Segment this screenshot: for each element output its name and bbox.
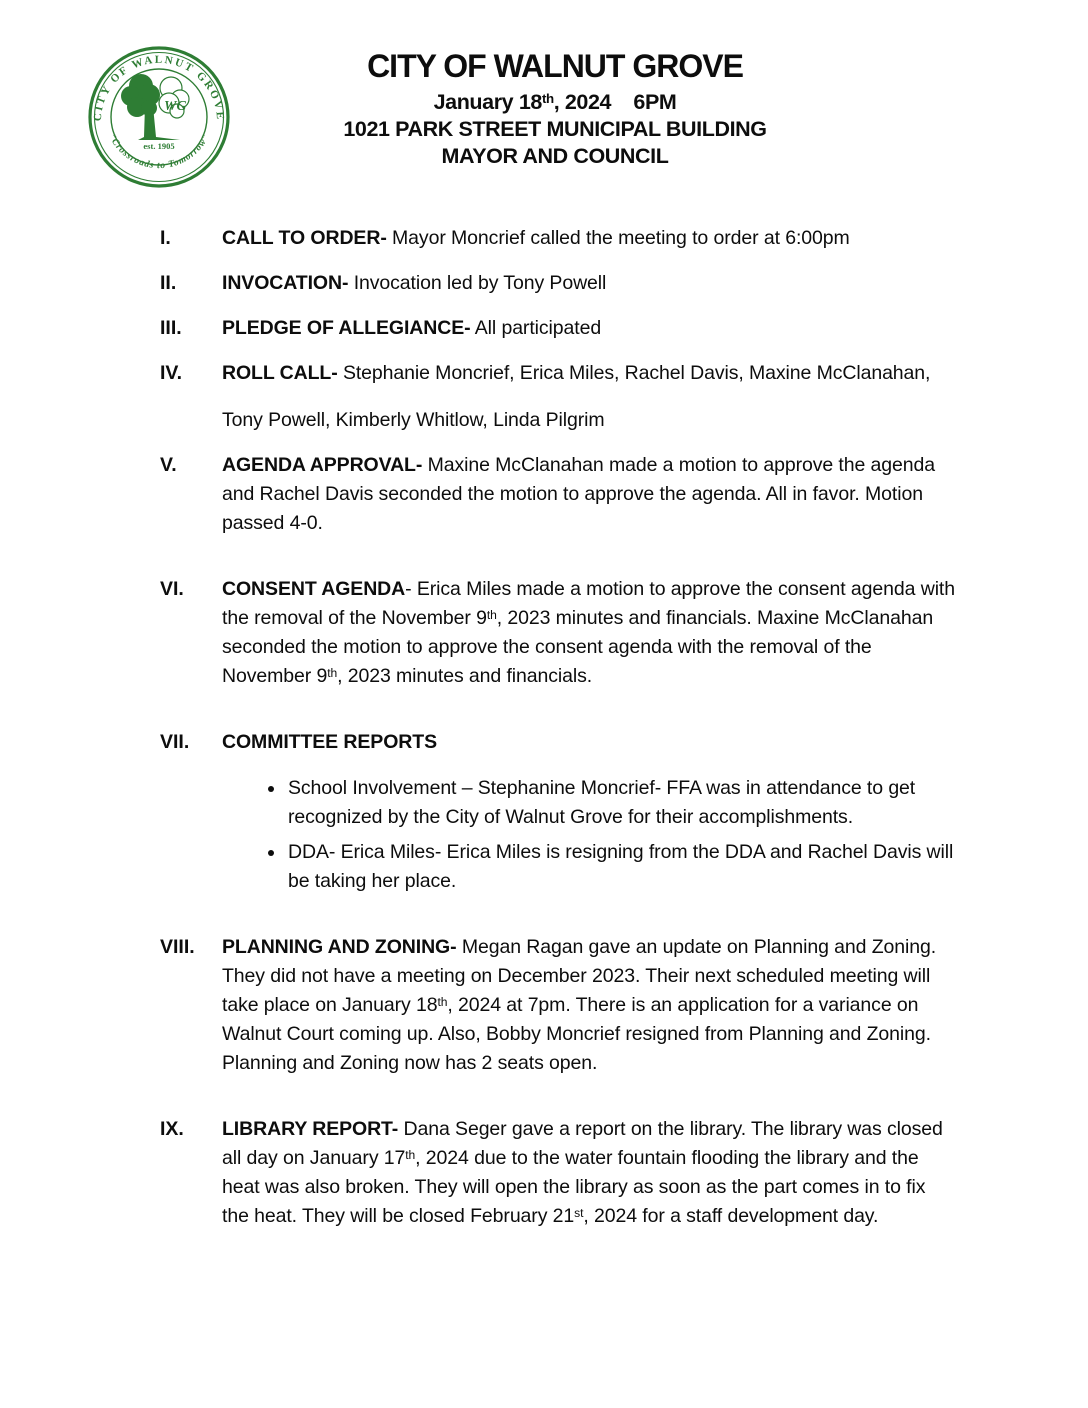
superscript: st [574,1205,584,1220]
item-body [222,359,956,435]
text-run: CALL TO ORDER- [222,227,387,249]
item-body [222,728,956,896]
superscript: th [405,1147,416,1162]
item-body [222,575,956,691]
agenda-item-planning-and-zoning [160,933,956,1078]
item-body [222,314,956,343]
page-title: CITY OF WALNUT GROVE [367,48,743,84]
item-body [222,933,956,1078]
text-run: , 2024 6PM [553,90,677,114]
committee-bullet-list [222,774,956,896]
item-paragraph [222,728,956,757]
text-run: ROLL CALL- [222,362,338,384]
item-paragraph [222,575,956,691]
seal-est-text: est. 1905 [143,141,175,151]
agenda-item-invocation [160,269,956,298]
meeting-body-name: MAYOR AND COUNCIL [441,144,669,168]
bullet-item [286,774,956,832]
item-numeral: IV. [160,362,183,384]
text-run: Stephanie Moncrief, Erica Miles, Rachel Davis, Maxine McClanahan, [337,362,931,384]
item-paragraph [222,359,956,388]
text-run: Megan Ragan gave an update on Planning and Zoning. They did not have a meeting on December 2023. Their next scheduled meeting will take place on January 18 [222,936,937,1016]
meeting-header [11,48,1088,170]
text-run: COMMITTEE REPORTS [222,731,437,753]
seal-city-name-text: CITY OF WALNUT GROVE [91,53,227,122]
item-paragraph [222,269,956,298]
agenda-item-call-to-order [160,224,956,253]
item-paragraph [222,451,956,538]
superscript: th [437,994,448,1009]
item-body [222,451,956,538]
agenda-item-library-report [160,1115,956,1231]
text-run: Maxine McClanahan made a motion to approve the agenda and Rachel Davis seconded the motion to approve the agenda. All in favor. Motion passed 4-0. [222,454,936,534]
text-run: INVOCATION- [222,272,349,294]
item-paragraph [222,1115,956,1231]
text-run: , 2024 due to the water fountain flooding the library and the heat was also broken. They will open the library as soon as the part comes in to fix the heat. They will be closed February 21 [222,1147,926,1227]
superscript: th [486,607,497,622]
item-numeral: III. [160,317,182,339]
agenda-item-committee-reports [160,728,956,896]
bullet-item [286,838,956,896]
item-paragraph [222,933,956,1078]
item-body [222,1115,956,1231]
text-run: School Involvement – Stephanine Moncrief- FFA was in attendance to get recognized by the City of Walnut Grove for their accomplishments. [288,777,916,828]
text-run: PLANNING AND ZONING- [222,936,457,958]
text-run: DDA- Erica Miles- Erica Miles is resigning from the DDA and Rachel Davis will be taking her place. [288,841,954,892]
text-run: , 2023 minutes and financials. Maxine McClanahan seconded the motion to approve the consent agenda with the removal of the November 9 [222,607,934,687]
agenda-item-pledge-of-allegiance [160,314,956,343]
text-run: , 2023 minutes and financials. [337,665,593,687]
text-run: - Erica Miles made a motion to approve the consent agenda with the removal of the November 9 [222,578,955,629]
meeting-datetime [11,89,1088,116]
item-numeral: IX. [160,1118,184,1140]
superscript: th [327,665,338,680]
text-run: PLEDGE OF ALLEGIANCE- [222,317,471,339]
item-body [222,224,956,253]
text-run: Mayor Moncrief called the meeting to order at 6:00pm [386,227,850,249]
item-numeral: VIII. [160,936,195,958]
text-run: AGENDA APPROVAL- [222,454,423,476]
agenda-item-consent-agenda [160,575,956,691]
item-numeral: II. [160,272,177,294]
text-run: Tony Powell, Kimberly Whitlow, Linda Pilgrim [222,409,605,431]
text-run: January 18 [433,90,542,114]
text-run: Invocation led by Tony Powell [348,272,607,294]
text-run: , 2024 at 7pm. There is an application for a variance on Walnut Court coming up. Also, Bobby Moncrief resigned from Planning and Zoning. Planning and Zoning now has 2 seats open. [222,994,931,1074]
item-paragraph [222,406,956,435]
item-body [222,269,956,298]
seal-monogram: WG [164,99,187,114]
text-run: , 2024 for a staff development day. [583,1205,879,1227]
superscript: th [541,91,554,107]
text-run: CONSENT AGENDA [222,578,406,600]
agenda-list [160,224,956,1268]
item-paragraph [222,314,956,343]
text-run: Dana Seger gave a report on the library. The library was closed all day on January 17 [222,1118,943,1169]
item-numeral: I. [160,227,171,249]
item-numeral: VI. [160,578,184,600]
text-run: All participated [470,317,602,339]
agenda-item-roll-call [160,359,956,435]
item-numeral: VII. [160,731,190,753]
meeting-address: 1021 PARK STREET MUNICIPAL BUILDING [343,117,767,141]
seal-motto-text: "Crossroads to Tomorrow" [106,132,212,172]
item-numeral: V. [160,454,177,476]
text-run: LIBRARY REPORT- [222,1118,399,1140]
agenda-item-agenda-approval [160,451,956,538]
item-paragraph [222,224,956,253]
